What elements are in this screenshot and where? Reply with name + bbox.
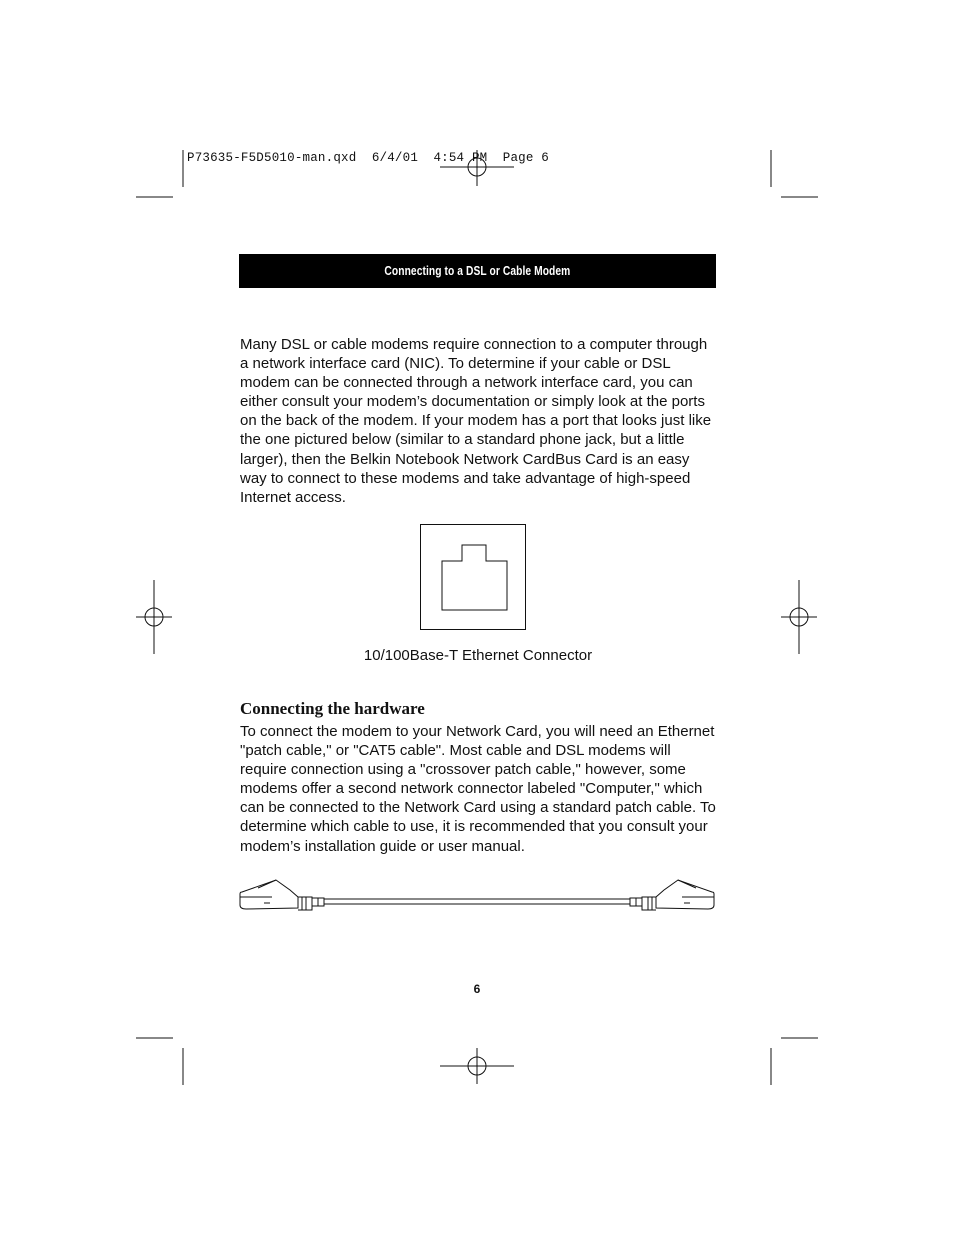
left-rj45-plug-icon (240, 880, 324, 910)
section-header-bar (239, 254, 716, 288)
section-heading: Connecting the hardware (240, 699, 425, 718)
registration-mark-left (136, 580, 172, 654)
hardware-paragraph: To connect the modem to your Network Card, you will need an Ethernet "patch cable," or "CAT5 cable". Most cable and DSL modems will require connection using a "crossover patch cable," however, some modems offer a second network connector labeled "Computer," which can be connected to the Network Card using a standard patch cable. To determine which cable to use, it is recommended that you consult your modem’s installation guide or user manual. (240, 723, 716, 855)
figure-caption: 10/100Base-T Ethernet Connector (363, 647, 593, 664)
registration-mark-bottom (440, 1048, 514, 1084)
intro-paragraph: Many DSL or cable modems require connection to a computer through a network interface card (NIC). To determine if your cable or DSL modem can be connected through a network interface card, you can either consult your modem’s documentation or simply look at the ports on the back of the modem. If your modem has a port that looks just like the one pictured below (similar to a standard phone jack, but a little larger), then the Belkin Notebook Network CardBus Card is an easy way to connect to these modems and take advantage of high-speed Internet access. (240, 336, 712, 506)
ethernet-port-icon (421, 525, 525, 629)
registration-mark-right (781, 580, 817, 654)
section-header-title: Connecting to a DSL or Cable Modem (384, 264, 571, 278)
page-number: 6 (473, 982, 481, 996)
patch-cable-illustration (236, 872, 718, 916)
right-rj45-plug-icon (630, 880, 714, 910)
registration-mark-top (440, 150, 514, 186)
ethernet-port-figure (420, 524, 526, 630)
print-slug-line: P73635-F5D5010-man.qxd 6/4/01 4:54 PM Page 6 (187, 151, 549, 165)
